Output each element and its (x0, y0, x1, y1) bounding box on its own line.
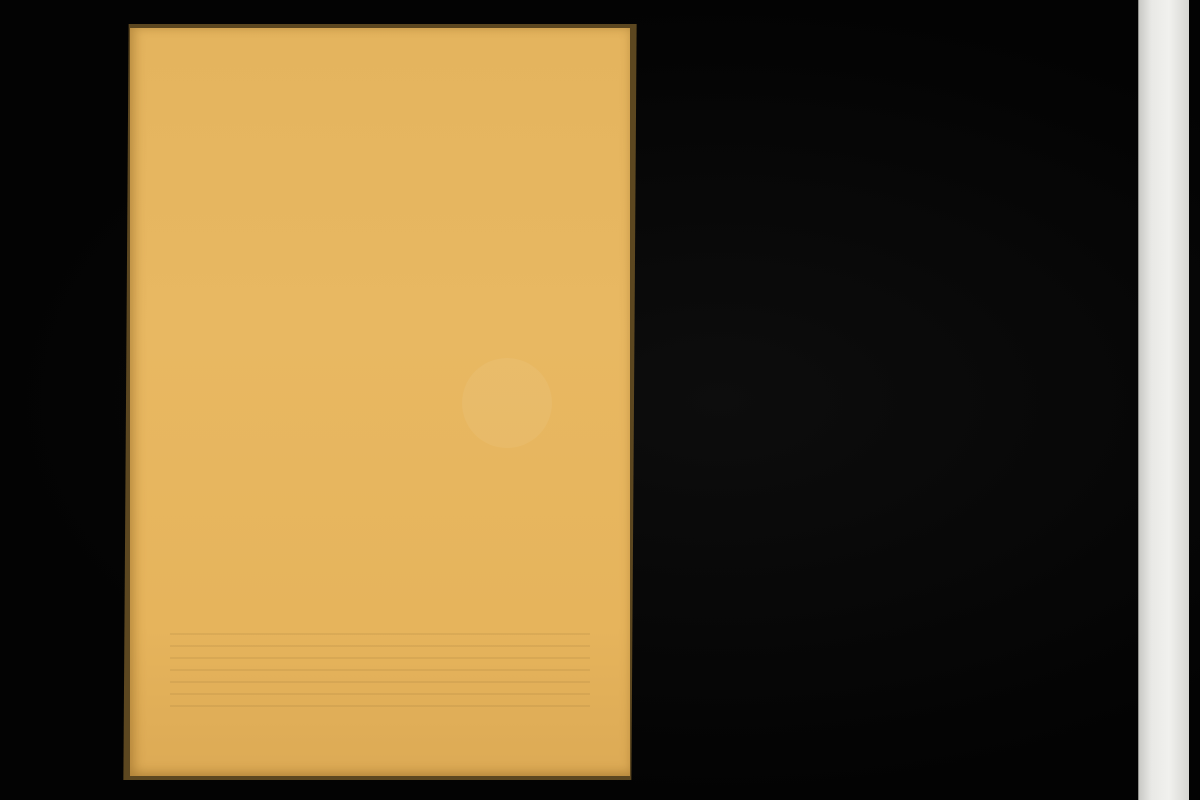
measuring-ruler (1138, 0, 1189, 800)
ruler-ticks (1139, 0, 1189, 800)
bleed-through-text (170, 623, 590, 713)
document-page (130, 28, 630, 776)
watermark-logo (462, 358, 552, 448)
